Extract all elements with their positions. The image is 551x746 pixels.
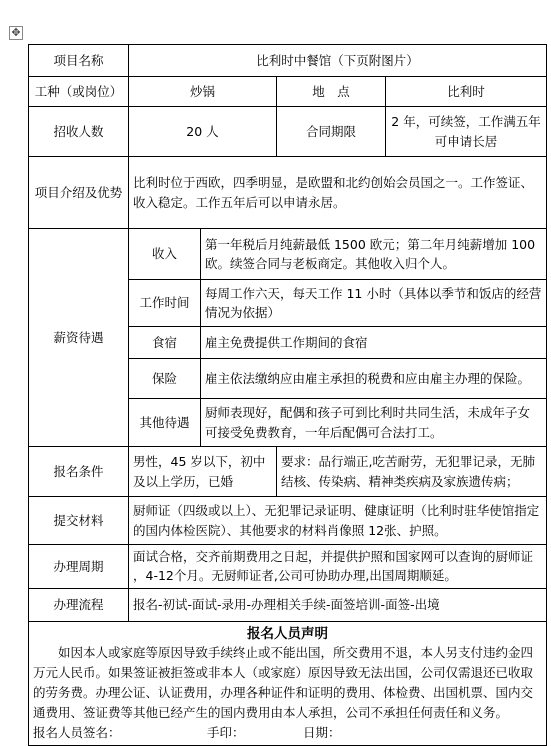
project-name-label: 项目名称: [29, 45, 129, 77]
row-intro: [29, 157, 547, 229]
requirements-more: 要求：品行端正,吃苦耐劳，无犯罪记录，无肺结核、传染病、精神类疾病及家族遗传病；: [277, 447, 547, 497]
fingerprint-label: 手印：: [207, 725, 245, 741]
row-process: [29, 588, 547, 621]
cycle-label: 办理周期: [29, 545, 129, 589]
process-value: 报名-初试-面试-录用-办理相关手续-面签培训-面签-出境: [129, 588, 547, 621]
income-label: 收入: [129, 229, 201, 280]
intro-label: 项目介绍及优势: [29, 157, 129, 229]
other-value: 厨师表现好，配偶和孩子可到比利时共同生活，未成年子女可接受免费教育，一年后配偶可合法打工。: [201, 399, 547, 447]
sign-label: 报名人员签名：: [33, 725, 121, 741]
row-requirements: [29, 447, 547, 497]
row-cycle: [29, 545, 547, 589]
insurance-value: 雇主依法缴纳应由雇主承担的税费和应由雇主办理的保险。: [201, 359, 547, 399]
row-declaration: [29, 621, 547, 746]
date-label: 日期：: [303, 725, 341, 741]
contract-period-label: 合同期限: [277, 107, 386, 157]
recruitment-table: [28, 44, 547, 746]
insurance-label: 保险: [129, 359, 201, 399]
declaration-cell: [29, 621, 547, 746]
recruit-count-label: 招收人数: [29, 107, 129, 157]
contract-period-value: 2 年，可续签，工作满五年可申请长居: [386, 107, 547, 157]
project-name-value: 比利时中餐馆（下页附图片）: [129, 45, 547, 77]
row-project-name: [29, 45, 547, 77]
row-job-type: [29, 77, 547, 107]
materials-label: 提交材料: [29, 497, 129, 545]
salary-label: 薪资待遇: [29, 229, 129, 447]
lodging-value: 雇主免费提供工作期间的食宿: [201, 327, 547, 359]
table-move-handle-icon[interactable]: ✥: [9, 26, 23, 40]
location-value: 比利时: [386, 77, 547, 107]
declaration-body: 如因本人或家庭等原因导致手续终止或不能出国，所交费用不退，本人另支付违约金四万元人民币。如果签证被拒签或非本人（或家庭）原因导致无法出国，公司仅需退还已收取的劳务费。办理公证、认证费用，办理各种证件和证明的费用、体检费、出国机票、国内交通费用、签证费等其他已经产生的国内费用由本人承担，公司不承担任何责任和义务。: [33, 645, 534, 721]
process-label: 办理流程: [29, 588, 129, 621]
recruit-count-value: 20 人: [129, 107, 277, 157]
signature-line: [33, 723, 542, 743]
income-value: 第一年税后月纯薪最低 1500 欧元；第二年月纯薪增加 100 欧。续签合同与老板商定。其他收入归个人。: [201, 229, 547, 280]
row-income: [29, 229, 547, 280]
requirements-label: 报名条件: [29, 447, 129, 497]
materials-value: 厨师证（四级或以上）、无犯罪记录证明、健康证明（比利时驻华使馆指定的国内体检医院）、其他要求的材料肖像照 12张、护照。: [129, 497, 547, 545]
row-materials: [29, 497, 547, 545]
cycle-value: 面试合格，交齐前期费用之日起，并提供护照和国家网可以查询的厨师证 ，4-12个月。无厨师证者,公司可协助办理,出国周期顺延。: [129, 545, 547, 589]
requirements-basic: 男性，45 岁以下，初中及以上学历，已婚: [129, 447, 277, 497]
other-label: 其他待遇: [129, 399, 201, 447]
location-label: 地 点: [277, 77, 386, 107]
intro-value: 比利时位于西欧，四季明显，是欧盟和北约创始会员国之一。工作签证、收入稳定。工作五年后可以申请永居。: [129, 157, 547, 229]
worktime-value: 每周工作六天，每天工作 11 小时（具体以季节和饭店的经营情况为依据）: [201, 280, 547, 327]
row-recruit: [29, 107, 547, 157]
job-type-label: 工种（或岗位）: [29, 77, 129, 107]
worktime-label: 工作时间: [129, 280, 201, 327]
declaration-title: 报名人员声明: [247, 625, 329, 642]
job-type-value: 炒锅: [129, 77, 277, 107]
lodging-label: 食宿: [129, 327, 201, 359]
